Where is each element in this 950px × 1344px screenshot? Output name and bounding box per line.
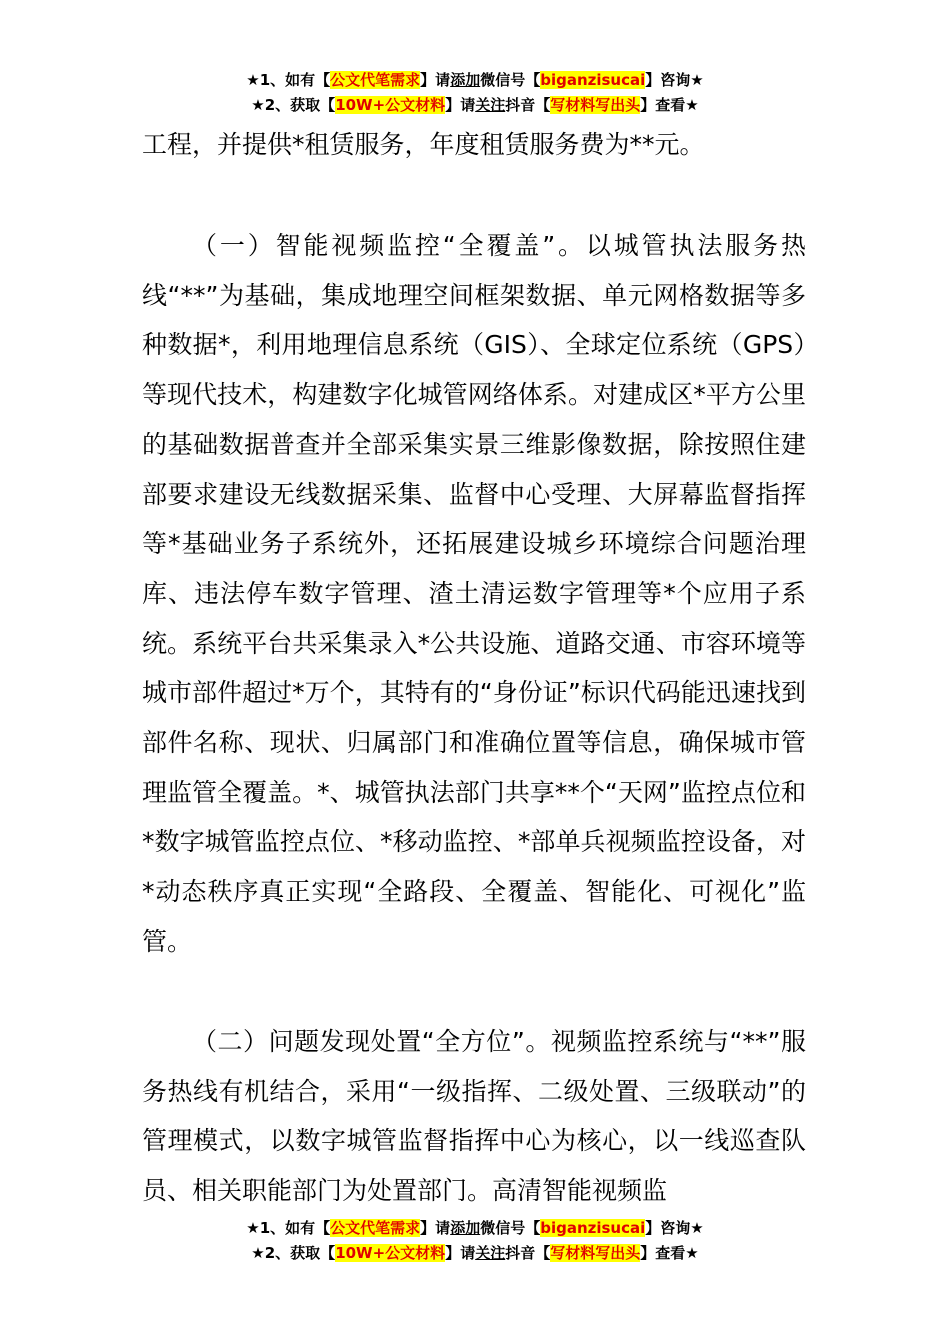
banner-highlight: biganzisucai	[540, 1219, 646, 1237]
banner-line-2: ★2、获取【10W+公文材料】请关注抖音【写材料写出头】查看★	[251, 1244, 699, 1262]
banner-highlight: 公文代笔需求	[330, 1219, 421, 1237]
banner-highlight: biganzisucai	[540, 71, 646, 89]
banner-line-2: ★2、获取【10W+公文材料】请关注抖音【写材料写出头】查看★	[251, 96, 699, 114]
banner-highlight: 写材料写出头	[550, 96, 641, 114]
body-paragraph: 工程，并提供*租赁服务，年度租赁服务费为**元。	[142, 130, 705, 159]
banner-highlight: 写材料写出头	[550, 1244, 641, 1262]
banner-line-1: ★1、如有【公文代笔需求】请添加微信号【biganzisucai】咨询★	[246, 71, 704, 89]
header-banner	[0, 68, 950, 118]
banner-highlight: 10W+公文材料	[335, 96, 446, 114]
footer-banner	[0, 1216, 950, 1266]
body-paragraph: （一）智能视频监控“全覆盖”。以城管执法服务热线“**”为基础，集成地理空间框架数据、单元网格数据等多种数据*，利用地理信息系统（GIS）、全球定位系统（GPS）等现代技术，构建数字化城管网络体系。对建成区*平方公里的基础数据普查并全部采集实景三维影像数据，除按照住建部要求建设无线数据采集、监督中心受理、大屏幕监督指挥等*基础业务子系统外，还拓展建设城乡环境综合问题治理库、违法停车数字管理、渣土清运数字管理等*个应用子系统。系统平台共采集录入*公共设施、道路交通、市容环境等城市部件超过*万个，其特有的“身份证”标识代码能迅速找到部件名称、现状、归属部门和准确位置等信息，确保城市管理监管全覆盖。*、城管执法部门共享**个“天网”监控点位和*数字城管监控点位、*移动监控、*部单兵视频监控设备，对*动态秩序真正实现“全路段、全覆盖、智能化、可视化”监管。	[142, 231, 806, 956]
body-paragraph: （二）问题发现处置“全方位”。视频监控系统与“**”服务热线有机结合，采用“一级指挥、二级处置、三级联动”的管理模式，以数字城管监督指挥中心为核心，以一线巡查队员、相关职能部门为处置部门。高清智能视频监	[142, 1027, 806, 1206]
banner-highlight: 公文代笔需求	[330, 71, 421, 89]
banner-highlight: 10W+公文材料	[335, 1244, 446, 1262]
banner-line-1: ★1、如有【公文代笔需求】请添加微信号【biganzisucai】咨询★	[246, 1219, 704, 1237]
